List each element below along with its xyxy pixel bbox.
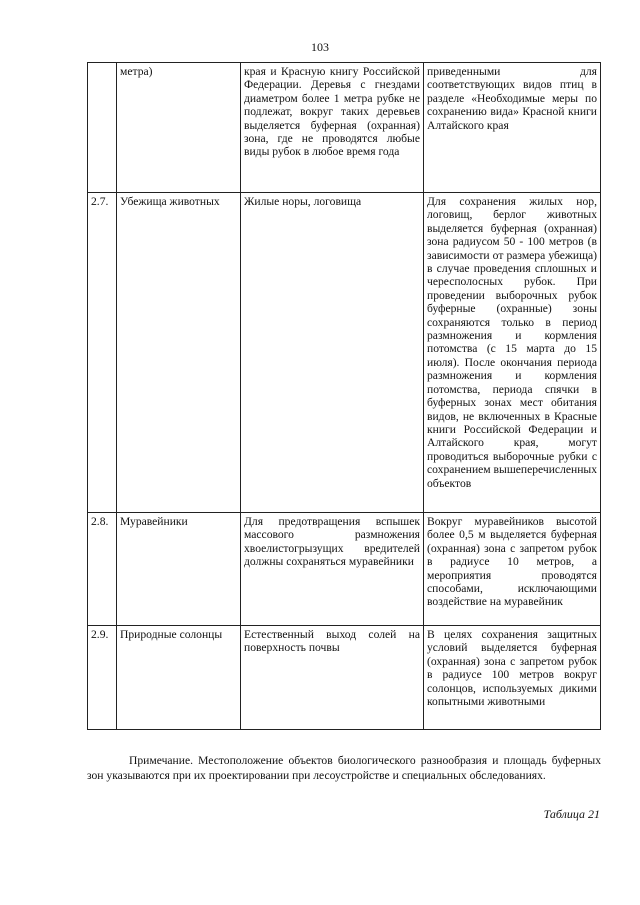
- object-name: метра): [117, 63, 241, 193]
- protection-measures: В целях сохранения защитных условий выделяется буферная (охранная) зона с запретом рубок в радиусе 100 метров вокруг солонцов, используемых дикими копытными животными: [424, 626, 601, 730]
- object-name: Муравейники: [117, 513, 241, 626]
- table-row: [88, 626, 601, 730]
- table-row: [88, 63, 601, 193]
- object-features: Для предотвращения вспышек массового размножения хвоелистогрызущих вредителей должны сохраняться муравейники: [241, 513, 424, 626]
- object-features: Естественный выход солей на поверхность почвы: [241, 626, 424, 730]
- next-table-caption: Таблица 21: [543, 807, 600, 821]
- protection-measures: Для сохранения жилых нор, логовищ, берлог животных выделяется буферная (охранная) зона радиусом 50 - 100 метров (в зависимости от размера убежища) в случае проведения сплошных и чересполосных рубок. При проведении выборочных рубок буферные (охранные) зоны сохраняются только в период размножения и кормления потомства (с 15 марта до 15 июля). После окончания периода размножения и кормления потомства, периода спячки в буферных зонах мест обитания видов, не включенных в Красные книги Российской Федерации и Алтайского края, могут проводиться выборочные рубки с сохранением вышеперечисленных объектов: [424, 193, 601, 513]
- object-features: Жилые норы, логовища: [241, 193, 424, 513]
- object-name: Убежища животных: [117, 193, 241, 513]
- table-note: Примечание. Местоположение объектов биологического разнообразия и площадь буферных зон указываются при их проектировании при лесоустройстве и специальных обследованиях.: [87, 754, 601, 782]
- row-number: 2.7.: [88, 193, 117, 513]
- row-number: 2.8.: [88, 513, 117, 626]
- row-number: 2.9.: [88, 626, 117, 730]
- table-row: [88, 513, 601, 626]
- table-row: [88, 193, 601, 513]
- protection-measures: приведенными для соответствующих видов птиц в разделе «Необходимые меры по сохранению вида» Красной книги Алтайского края: [424, 63, 601, 193]
- page-number: 103: [311, 40, 329, 54]
- object-features: края и Красную книгу Российской Федерации. Деревья с гнездами диаметром более 1 метра рубке не подлежат, вокруг таких деревьев выделяется буферная (охранная) зона, где не проводятся любые виды рубок в любое время года: [241, 63, 424, 193]
- row-number: [88, 63, 117, 193]
- protection-measures: Вокруг муравейников высотой более 0,5 м выделяется буферная (охранная) зона с запретом рубок в радиусе 10 метров, а мероприятия проводятся способами, исключающими воздействие на муравейник: [424, 513, 601, 626]
- biodiversity-table: [87, 62, 601, 730]
- object-name: Природные солонцы: [117, 626, 241, 730]
